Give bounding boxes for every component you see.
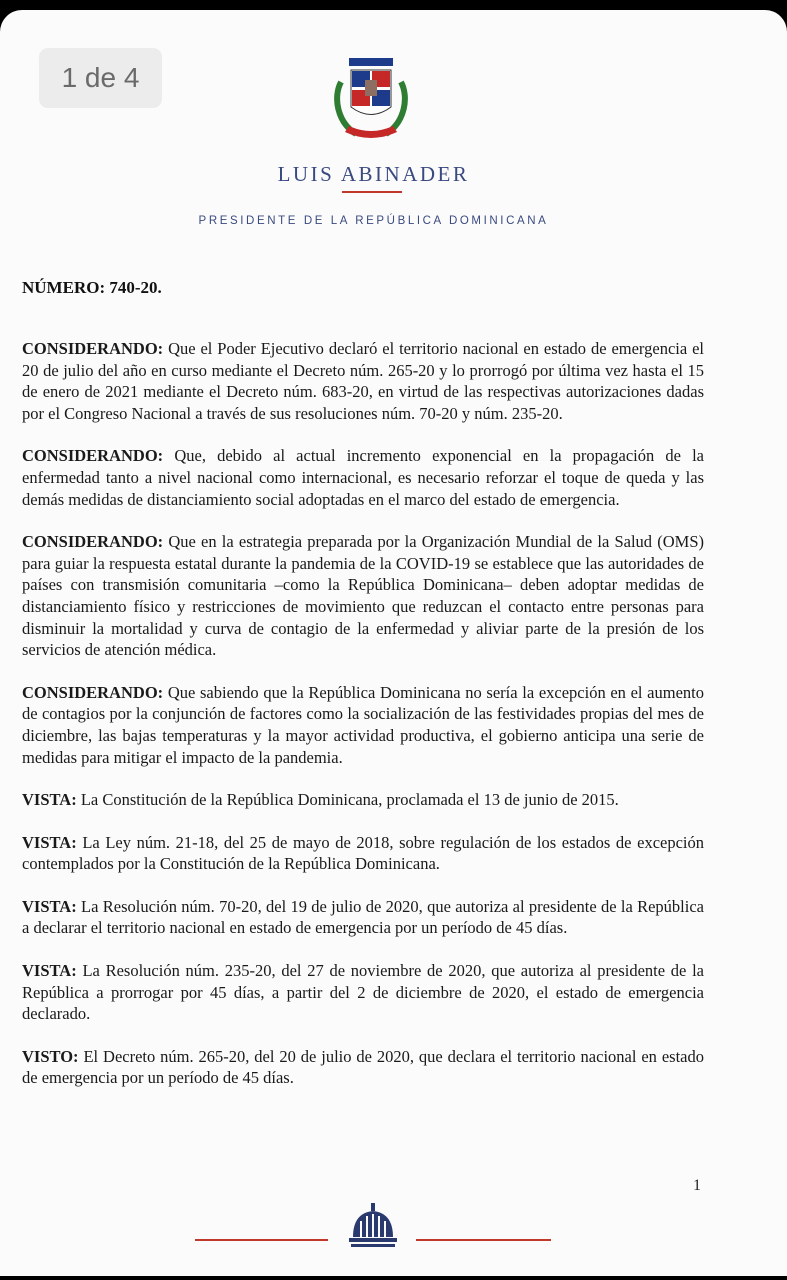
decree-paragraph [22, 338, 704, 424]
paragraph-text: El Decreto núm. 265-20, del 20 de julio de 2020, que declara el territorio nacional en estado de emergencia por un período de 45 días. [22, 1046, 704, 1088]
palace-dome-icon [347, 1203, 399, 1249]
decree-paragraph [22, 896, 704, 939]
paragraph-text: Que, debido al actual incremento exponencial en la propagación de la enfermedad tanto a nivel nacional como internacional, es necesario reforzar el toque de queda y las demás medidas de distanciamiento social adoptadas en el marco del estado de emergencia. [22, 446, 704, 509]
decree-paragraph [22, 1046, 704, 1089]
paragraph-label: CONSIDERANDO: [22, 532, 164, 552]
footer-divider-right [416, 1239, 551, 1241]
president-name: LUIS ABINADER [277, 162, 470, 186]
paragraph-label: VISTA: [22, 961, 77, 981]
paragraph-label: CONSIDERANDO: [22, 682, 164, 702]
paragraph-label: VISTA: [22, 832, 77, 852]
decree-paragraph [22, 960, 704, 1025]
paragraph-label: VISTA: [22, 790, 77, 810]
president-title: PRESIDENTE DE LA REPÚBLICA DOMINICANA [198, 215, 549, 227]
paragraph-text: La Resolución núm. 235-20, del 27 de noviembre de 2020, que autoriza al presidente de la República a prorrogar por 45 días, a partir del 2 de diciembre de 2020, el estado de emergencia declarado. [22, 961, 704, 1024]
paragraph-label: CONSIDERANDO: [22, 339, 164, 358]
decree-paragraph [22, 445, 704, 510]
paragraph-text: La Resolución núm. 70-20, del 19 de julio de 2020, que autoriza al presidente de la República a declarar el territorio nacional en estado de emergencia por un período de 45 días. [22, 896, 704, 938]
paragraph-text: La Constitución de la República Dominicana, proclamada el 13 de junio de 2015. [76, 790, 619, 810]
paragraph-text: Que en la estrategia preparada por la Organización Mundial de la Salud (OMS) para guiar la respuesta estatal durante la pandemia de la COVID-19 se establece que las autoridades de países con transmisión comunitaria –como la República Dominicana– deben adoptar medidas de distanciamiento físico y restricciones de movimiento que reduzcan el contacto entre personas para disminuir la mortalidad y curva de contagio de la enfermedad y aliviar parte de la presión de los servicios de atención médica. [22, 532, 704, 660]
footer-divider-left [195, 1239, 328, 1241]
paragraph-label: VISTA: [22, 896, 77, 916]
coat-of-arms-icon [331, 52, 411, 144]
paragraph-label: VISTO: [22, 1046, 79, 1066]
decree-paragraph [22, 832, 704, 875]
document-page [0, 10, 787, 1276]
paragraph-label: CONSIDERANDO: [22, 446, 164, 466]
decree-paragraph [22, 682, 704, 768]
paragraph-text: Que sabiendo que la República Dominicana no sería la excepción en el aumento de contagios por la conjunción de factores como la socialización de las festividades propias del mes de diciembre, las bajas temperaturas y la mayor actividad productiva, el gobierno anticipa una serie de medidas para mitigar el impacto de la pandemia. [22, 682, 704, 767]
paragraph-text: Que el Poder Ejecutivo declaró el territorio nacional en estado de emergencia el 20 de julio del año en curso mediante el Decreto núm. 265-20 y lo prorrogó por última vez hasta el 15 de enero de 2021 mediante el Decreto núm. 683-20, en virtud de las respectivas autorizaciones dadas por el Congreso Nacional a través de sus resoluciones núm. 70-20 y núm. 235-20. [22, 339, 704, 423]
title-divider [342, 191, 402, 193]
decree-body [22, 338, 704, 1110]
paragraph-text: La Ley núm. 21-18, del 25 de mayo de 2018, sobre regulación de los estados de excepción contemplados por la Constitución de la República Dominicana. [22, 832, 704, 874]
decree-number: NÚMERO: 740-20. [22, 278, 162, 297]
decree-paragraph [22, 531, 704, 661]
decree-paragraph [22, 789, 704, 811]
page-number: 1 [693, 1177, 701, 1194]
page-indicator: 1 de 4 [39, 48, 162, 108]
